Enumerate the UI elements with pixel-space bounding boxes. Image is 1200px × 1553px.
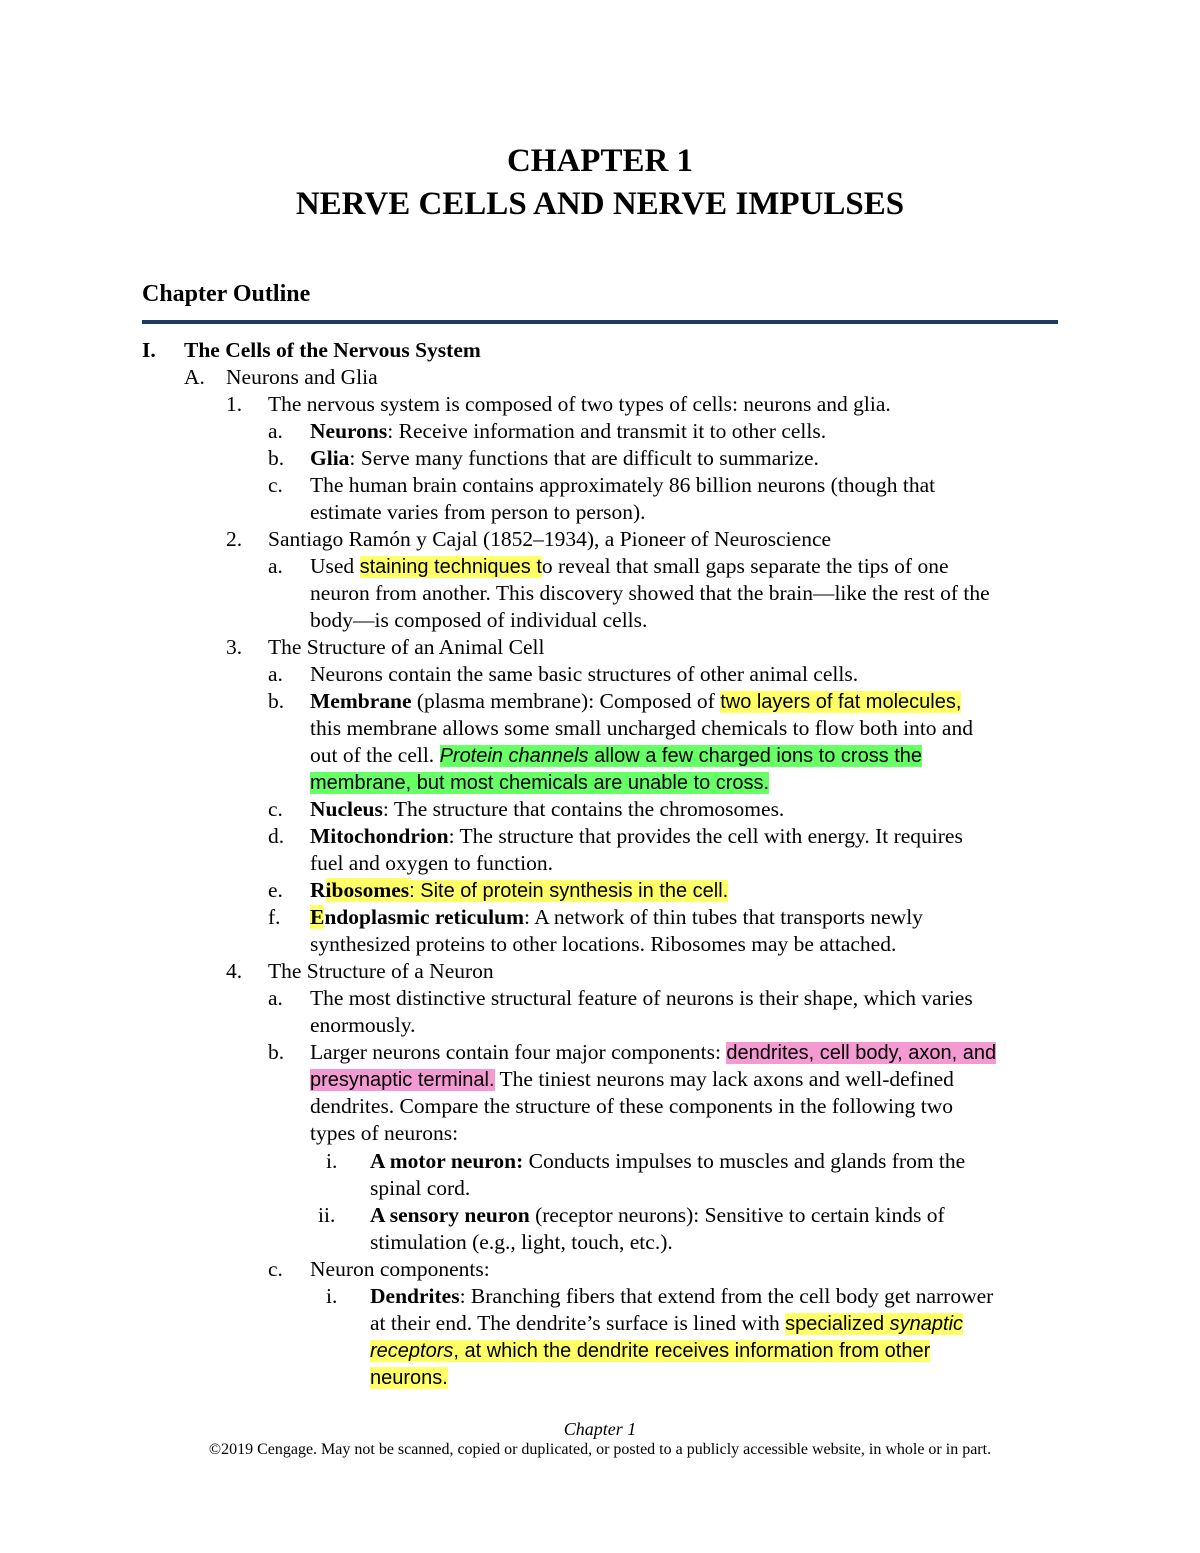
highlight-yellow: E	[310, 905, 325, 929]
subitem-marker: b.	[268, 446, 285, 470]
list-item-line: this membrane allows some small uncharged chemicals to flow both into and	[310, 716, 973, 740]
text-run: Used	[310, 554, 360, 578]
list-item	[310, 904, 923, 931]
list-item	[370, 1310, 963, 1338]
item-marker: 4.	[226, 959, 243, 983]
highlight-yellow: receptors	[370, 1340, 454, 1362]
highlight-yellow: : Site of protein synthesis in the cell.	[409, 880, 729, 902]
text-run: Larger neurons contain four major components:	[310, 1040, 727, 1064]
subitem-marker: d.	[268, 824, 285, 848]
highlight-yellow: synaptic	[889, 1313, 964, 1335]
list-item	[370, 1202, 945, 1229]
item-text: The Structure of an Animal Cell	[268, 635, 545, 659]
text-run: The tiniest neurons may lack axons and well-defined	[494, 1067, 954, 1091]
definition: Conducts impulses to muscles and glands from the	[523, 1149, 966, 1173]
subitem-marker: b.	[268, 689, 285, 713]
item-marker: 1.	[226, 392, 243, 416]
item-marker: 2.	[226, 527, 243, 551]
subitem-marker: a.	[268, 986, 283, 1010]
highlight-green: Protein channels	[439, 745, 589, 767]
item-marker: 3.	[226, 635, 243, 659]
list-item-line: dendrites. Compare the structure of these components in the following two	[310, 1094, 954, 1118]
text-run: (plasma membrane): Composed of	[411, 689, 721, 713]
section-title: The Cells of the Nervous System	[184, 338, 481, 362]
list-item	[310, 553, 949, 581]
term: R	[310, 878, 326, 902]
definition: : Branching fibers that extend from the cell body get narrower	[459, 1284, 994, 1308]
list-item-line: The most distinctive structural feature of neurons is their shape, which varies	[310, 986, 973, 1010]
roman-marker: i.	[326, 1284, 338, 1308]
subitem-marker: b.	[268, 1040, 285, 1064]
subitem-marker: a.	[268, 662, 283, 686]
item-text: The Structure of a Neuron	[268, 959, 494, 983]
list-item	[310, 823, 963, 850]
chapter-title: NERVE CELLS AND NERVE IMPULSES	[295, 186, 905, 222]
highlight-yellow: ibosomes	[325, 878, 410, 902]
definition: : Serve many functions that are difficult to summarize.	[349, 446, 819, 470]
definition: : Receive information and transmit it to other cells.	[387, 419, 827, 443]
list-item-line: estimate varies from person to person).	[310, 500, 646, 524]
definition: : The structure that provides the cell with energy. It requires	[448, 824, 963, 848]
list-item	[370, 1364, 448, 1392]
list-item	[310, 796, 784, 823]
list-item	[310, 445, 819, 472]
subitem-marker: a.	[268, 554, 283, 578]
term: Neurons	[310, 419, 388, 443]
chapter-number: CHAPTER 1	[506, 143, 694, 179]
outline-heading: Chapter Outline	[142, 281, 311, 307]
subitem-marker: a.	[268, 419, 283, 443]
highlight-yellow: two layers of fat molecules,	[720, 691, 962, 713]
highlight-yellow: staining technique	[359, 556, 521, 578]
list-item	[370, 1283, 993, 1310]
subsection-marker: A.	[184, 365, 205, 389]
list-item-line: The human brain contains approximately 86 billion neurons (though that	[310, 473, 936, 497]
subitem-marker: c.	[268, 473, 283, 497]
list-item	[310, 877, 728, 905]
highlight-green: allow a few charged ions to cross the	[588, 745, 923, 767]
list-item-line: Neurons contain the same basic structures of other animal cells.	[310, 662, 859, 686]
text-run: o reveal that small gaps separate the tips of one	[541, 554, 949, 578]
list-item	[310, 688, 961, 716]
item-text: The nervous system is composed of two types of cells: neurons and glia.	[268, 392, 891, 416]
term: A motor neuron:	[370, 1149, 524, 1173]
text-run: at their end. The dendrite’s surface is lined with	[370, 1311, 786, 1335]
list-item-line: fuel and oxygen to function.	[310, 851, 554, 875]
list-item	[310, 769, 769, 797]
list-item	[310, 418, 826, 445]
definition: : The structure that contains the chromosomes.	[382, 797, 785, 821]
term: Mitochondrion	[310, 824, 449, 848]
text-run: out of the cell.	[310, 743, 440, 767]
footer-chapter: Chapter 1	[563, 1419, 637, 1439]
list-item-line: enormously.	[310, 1013, 416, 1037]
highlight-yellow: , at which the dendrite receives information from other	[453, 1340, 931, 1362]
item-text: Santiago Ramón y Cajal (1852–1934), a Pioneer of Neuroscience	[268, 527, 832, 551]
term: Glia	[310, 446, 350, 470]
highlight-green: membrane, but most chemicals are unable to cross.	[310, 772, 770, 794]
list-item-line: synthesized proteins to other locations. Ribosomes may be attached.	[310, 932, 897, 956]
term: A sensory neuron	[370, 1203, 530, 1227]
list-item	[310, 742, 922, 770]
highlight-yellow: specialized	[785, 1313, 890, 1335]
list-item	[310, 1066, 954, 1094]
definition: : A network of thin tubes that transports newly	[524, 905, 923, 929]
list-item-line: stimulation (e.g., light, touch, etc.).	[370, 1230, 673, 1254]
outline-divider	[142, 320, 1058, 324]
roman-marker: i.	[326, 1149, 338, 1173]
highlight-yellow: s t	[520, 556, 542, 578]
footer-copyright: ©2019 Cengage. May not be scanned, copied or duplicated, or posted to a publicly accessible website, in whole or in part.	[208, 1441, 992, 1458]
list-item	[310, 1039, 996, 1067]
term: Nucleus	[310, 797, 383, 821]
subitem-marker: c.	[268, 797, 283, 821]
list-item-line: body—is composed of individual cells.	[310, 608, 648, 632]
term: ndoplasmic reticulum	[324, 905, 525, 929]
term: Dendrites	[370, 1284, 460, 1308]
subitem-marker: c.	[268, 1257, 283, 1281]
subitem-marker: f.	[268, 905, 281, 929]
list-item-line: spinal cord.	[370, 1176, 471, 1200]
highlight-yellow: neurons.	[370, 1367, 448, 1389]
list-item-line: types of neurons:	[310, 1121, 459, 1145]
highlight-pink: presynaptic terminal.	[310, 1069, 495, 1091]
roman-marker: ii.	[318, 1203, 336, 1227]
highlight-pink: dendrites, cell body, axon, and	[726, 1042, 997, 1064]
list-item-line: neuron from another. This discovery showed that the brain—like the rest of the	[310, 581, 990, 605]
subsection-title: Neurons and Glia	[226, 365, 378, 389]
list-item	[370, 1148, 965, 1175]
list-item-line: Neuron components:	[310, 1257, 490, 1281]
definition: (receptor neurons): Sensitive to certain kinds of	[529, 1203, 945, 1227]
term: Membrane	[310, 689, 412, 713]
list-item	[370, 1337, 930, 1365]
section-marker: I.	[142, 338, 156, 362]
subitem-marker: e.	[268, 878, 283, 902]
